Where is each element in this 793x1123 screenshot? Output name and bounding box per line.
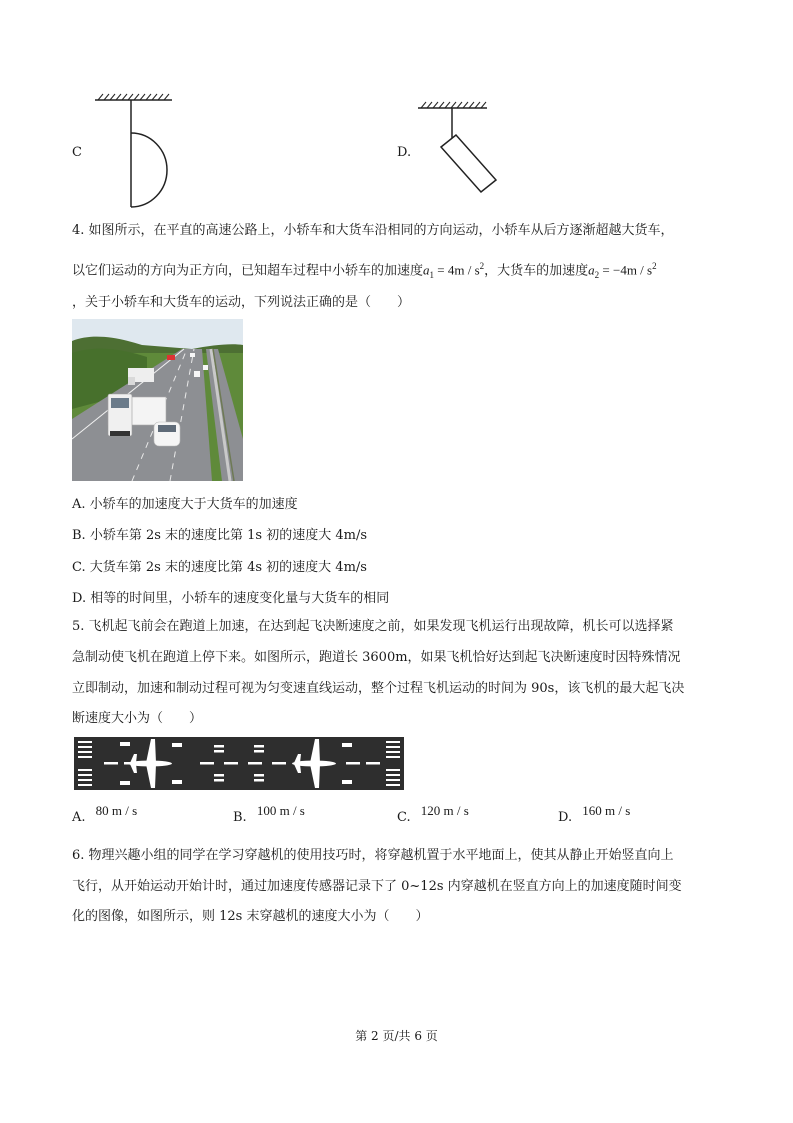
q5-option-c[interactable]: [397, 803, 469, 825]
a1-exponent: 2: [479, 261, 485, 271]
q6-line-3: 化的图像，如图所示，则 12s 末穿越机的速度大小为（ ）: [72, 909, 429, 924]
q5-line-4: 断速度大小为（ ）: [72, 711, 203, 726]
q5-option-d-label: D.: [558, 810, 573, 825]
q4-line-2-mid: ，大货车的加速度: [484, 263, 589, 279]
q4-option-d[interactable]: D. 相等的时间里，小轿车的速度变化量与大货车的相同: [72, 591, 390, 606]
q5-option-b-value: 100 m / s: [256, 803, 305, 818]
q5-line-2: 急制动使飞机在跑道上停下来。如图所示，跑道长 3600m，如果飞机恰好达到起飞决断速度时因特殊情况: [72, 650, 681, 665]
figure-option-c: [92, 92, 177, 210]
q5-option-b-label: B.: [233, 810, 247, 825]
a2-subscript: 2: [594, 269, 600, 280]
figure-option-d: [415, 98, 500, 198]
q4-option-a[interactable]: A. 小轿车的加速度大于大货车的加速度: [72, 497, 298, 512]
a2-symbol: a: [588, 262, 595, 278]
q5-option-b[interactable]: [233, 803, 305, 825]
q4-line-2: [72, 251, 657, 290]
q5-option-c-label: C.: [397, 810, 411, 825]
q5-line-3: 立即制动，加速和制动过程可视为匀变速直线运动，整个过程飞机运动的时间为 90s，该飞机的最大起飞决: [72, 681, 685, 696]
q4-option-b[interactable]: B. 小轿车第 2s 末的速度比第 1s 初的速度大 4m/s: [72, 528, 368, 543]
q4-line-3: ，关于小轿车和大货车的运动，下列说法正确的是（ ）: [72, 295, 411, 310]
page-footer: 第 2 页/共 6 页: [355, 1029, 438, 1043]
q4-option-c[interactable]: C. 大货车第 2s 末的速度比第 4s 初的速度大 4m/s: [72, 560, 367, 575]
option-d-label: D.: [397, 145, 412, 160]
q5-option-d[interactable]: [558, 803, 631, 825]
q5-option-a-label: A.: [72, 810, 86, 825]
q5-option-d-value: 160 m / s: [582, 803, 631, 818]
a1-value: = 4m / s: [434, 262, 480, 278]
a1-symbol: a: [423, 262, 430, 278]
q6-line-2: 飞行，从开始运动开始计时，通过加速度传感器记录下了 0~12s 内穿越机在竖直方向上的加速度随时间变: [72, 879, 682, 894]
runway-diagram: [74, 737, 404, 790]
q5-option-a[interactable]: [72, 803, 138, 825]
highway-photo: [72, 319, 243, 481]
a1-subscript: 1: [429, 269, 435, 280]
q4-line-1: 4. 如图所示，在平直的高速公路上，小轿车和大货车沿相同的方向运动，小轿车从后方逐渐超越大货车，: [72, 223, 674, 238]
q6-line-1: 6. 物理兴趣小组的同学在学习穿越机的使用技巧时，将穿越机置于水平地面上，使其从静止开始竖直向上: [72, 848, 674, 863]
a2-exponent: 2: [652, 261, 657, 271]
q5-option-a-value: 80 m / s: [95, 803, 138, 818]
q4-line-2-prefix: 以它们运动的方向为正方向，已知超车过程中小轿车的加速度: [72, 263, 424, 279]
a2-value: = −4m / s: [599, 262, 653, 278]
q5-option-c-value: 120 m / s: [420, 803, 469, 818]
option-c-label: C: [72, 145, 82, 160]
q5-line-1: 5. 飞机起飞前会在跑道上加速，在达到起飞决断速度之前，如果发现飞机运行出现故障，机长可以选择紧: [72, 619, 674, 634]
